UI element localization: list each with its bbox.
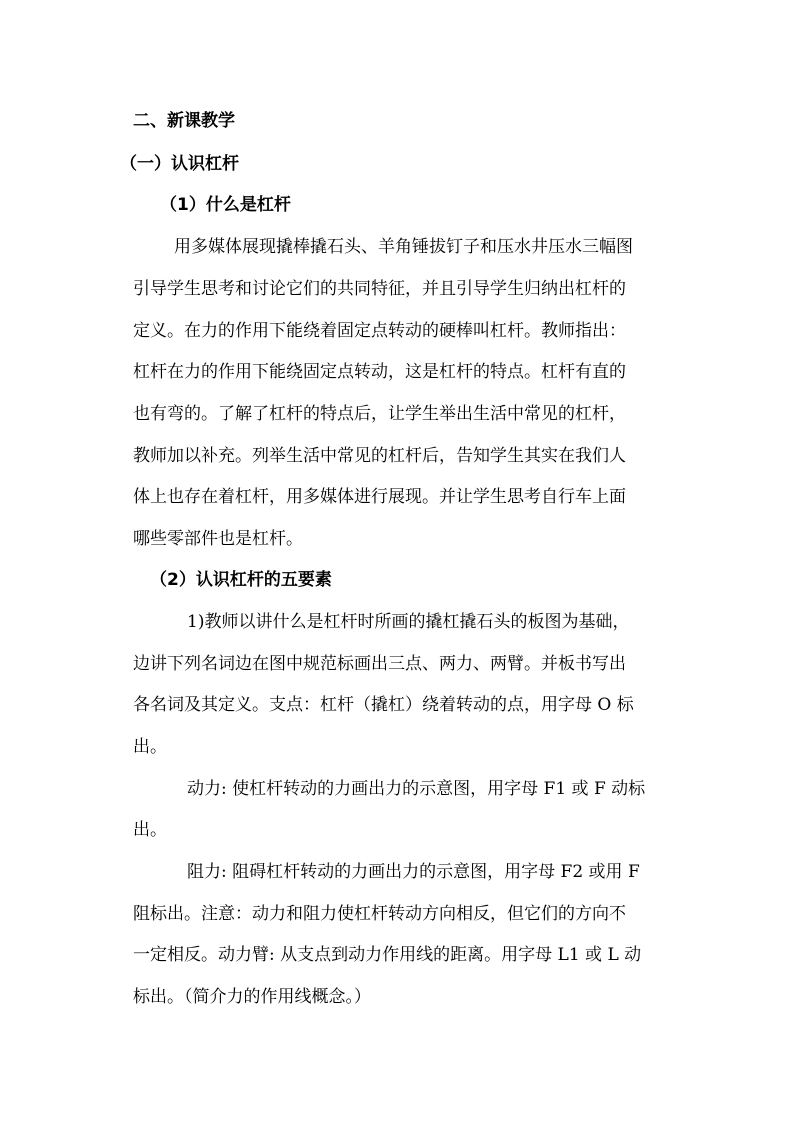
subsection-heading: （一）认识杠杆 xyxy=(120,154,239,174)
paragraph-line: 1)教师以讲什么是杠杆时所画的撬杠撬石头的板图为基础， xyxy=(187,612,630,632)
paragraph-line: 出。 xyxy=(133,820,167,840)
paragraph-line: 一定相反。动力臂: 从支点到动力作用线的距离。用字母 L1 或 L 动 xyxy=(133,945,642,965)
paragraph-line: 阻标出。注意：动力和阻力使杠杆转动方向相反，但它们的方向不 xyxy=(133,904,626,924)
paragraph-line: 各名词及其定义。支点：杠杆（撬杠）绕着转动的点，用字母 O 标 xyxy=(133,695,634,715)
paragraph-line: 杠杆在力的作用下能绕固定点转动，这是杠杆的特点。杠杆有直的 xyxy=(133,362,626,382)
paragraph-line: 用多媒体展现撬棒撬石头、羊角锤拔钉子和压水井压水三幅图 xyxy=(174,237,633,257)
paragraph-line: 引导学生思考和讨论它们的共同特征，并且引导学生归纳出杠杆的 xyxy=(133,279,626,299)
paragraph-line: 动力: 使杠杆转动的力画出力的示意图，用字母 F1 或 F 动标 xyxy=(187,779,646,799)
item-heading-2: （2）认识杠杆的五要素 xyxy=(150,570,332,590)
paragraph-line: 定义。在力的作用下能绕着固定点转动的硬棒叫杠杆。教师指出： xyxy=(133,321,626,341)
paragraph-line: 哪些零部件也是杠杆。 xyxy=(133,529,303,549)
paragraph-line: 体上也存在着杠杆，用多媒体进行展现。并让学生思考自行车上面 xyxy=(133,487,626,507)
paragraph-line: 边讲下列名词边在图中规范标画出三点、两力、两臂。并板书写出 xyxy=(133,654,626,674)
paragraph-line: 阻力: 阻碍杠杆转动的力画出力的示意图，用字母 F2 或用 F xyxy=(187,862,640,882)
paragraph-line: 标出。（简介力的作用线概念。） xyxy=(133,987,371,1007)
paragraph-line: 教师加以补充。列举生活中常见的杠杆后，告知学生其实在我们人 xyxy=(133,446,626,466)
paragraph-line: 出。 xyxy=(133,737,167,757)
paragraph-line: 也有弯的。了解了杠杆的特点后，让学生举出生活中常见的杠杆， xyxy=(133,404,626,424)
item-heading-1: （1）什么是杠杆 xyxy=(160,195,291,215)
section-heading: 二、新课教学 xyxy=(133,111,235,131)
